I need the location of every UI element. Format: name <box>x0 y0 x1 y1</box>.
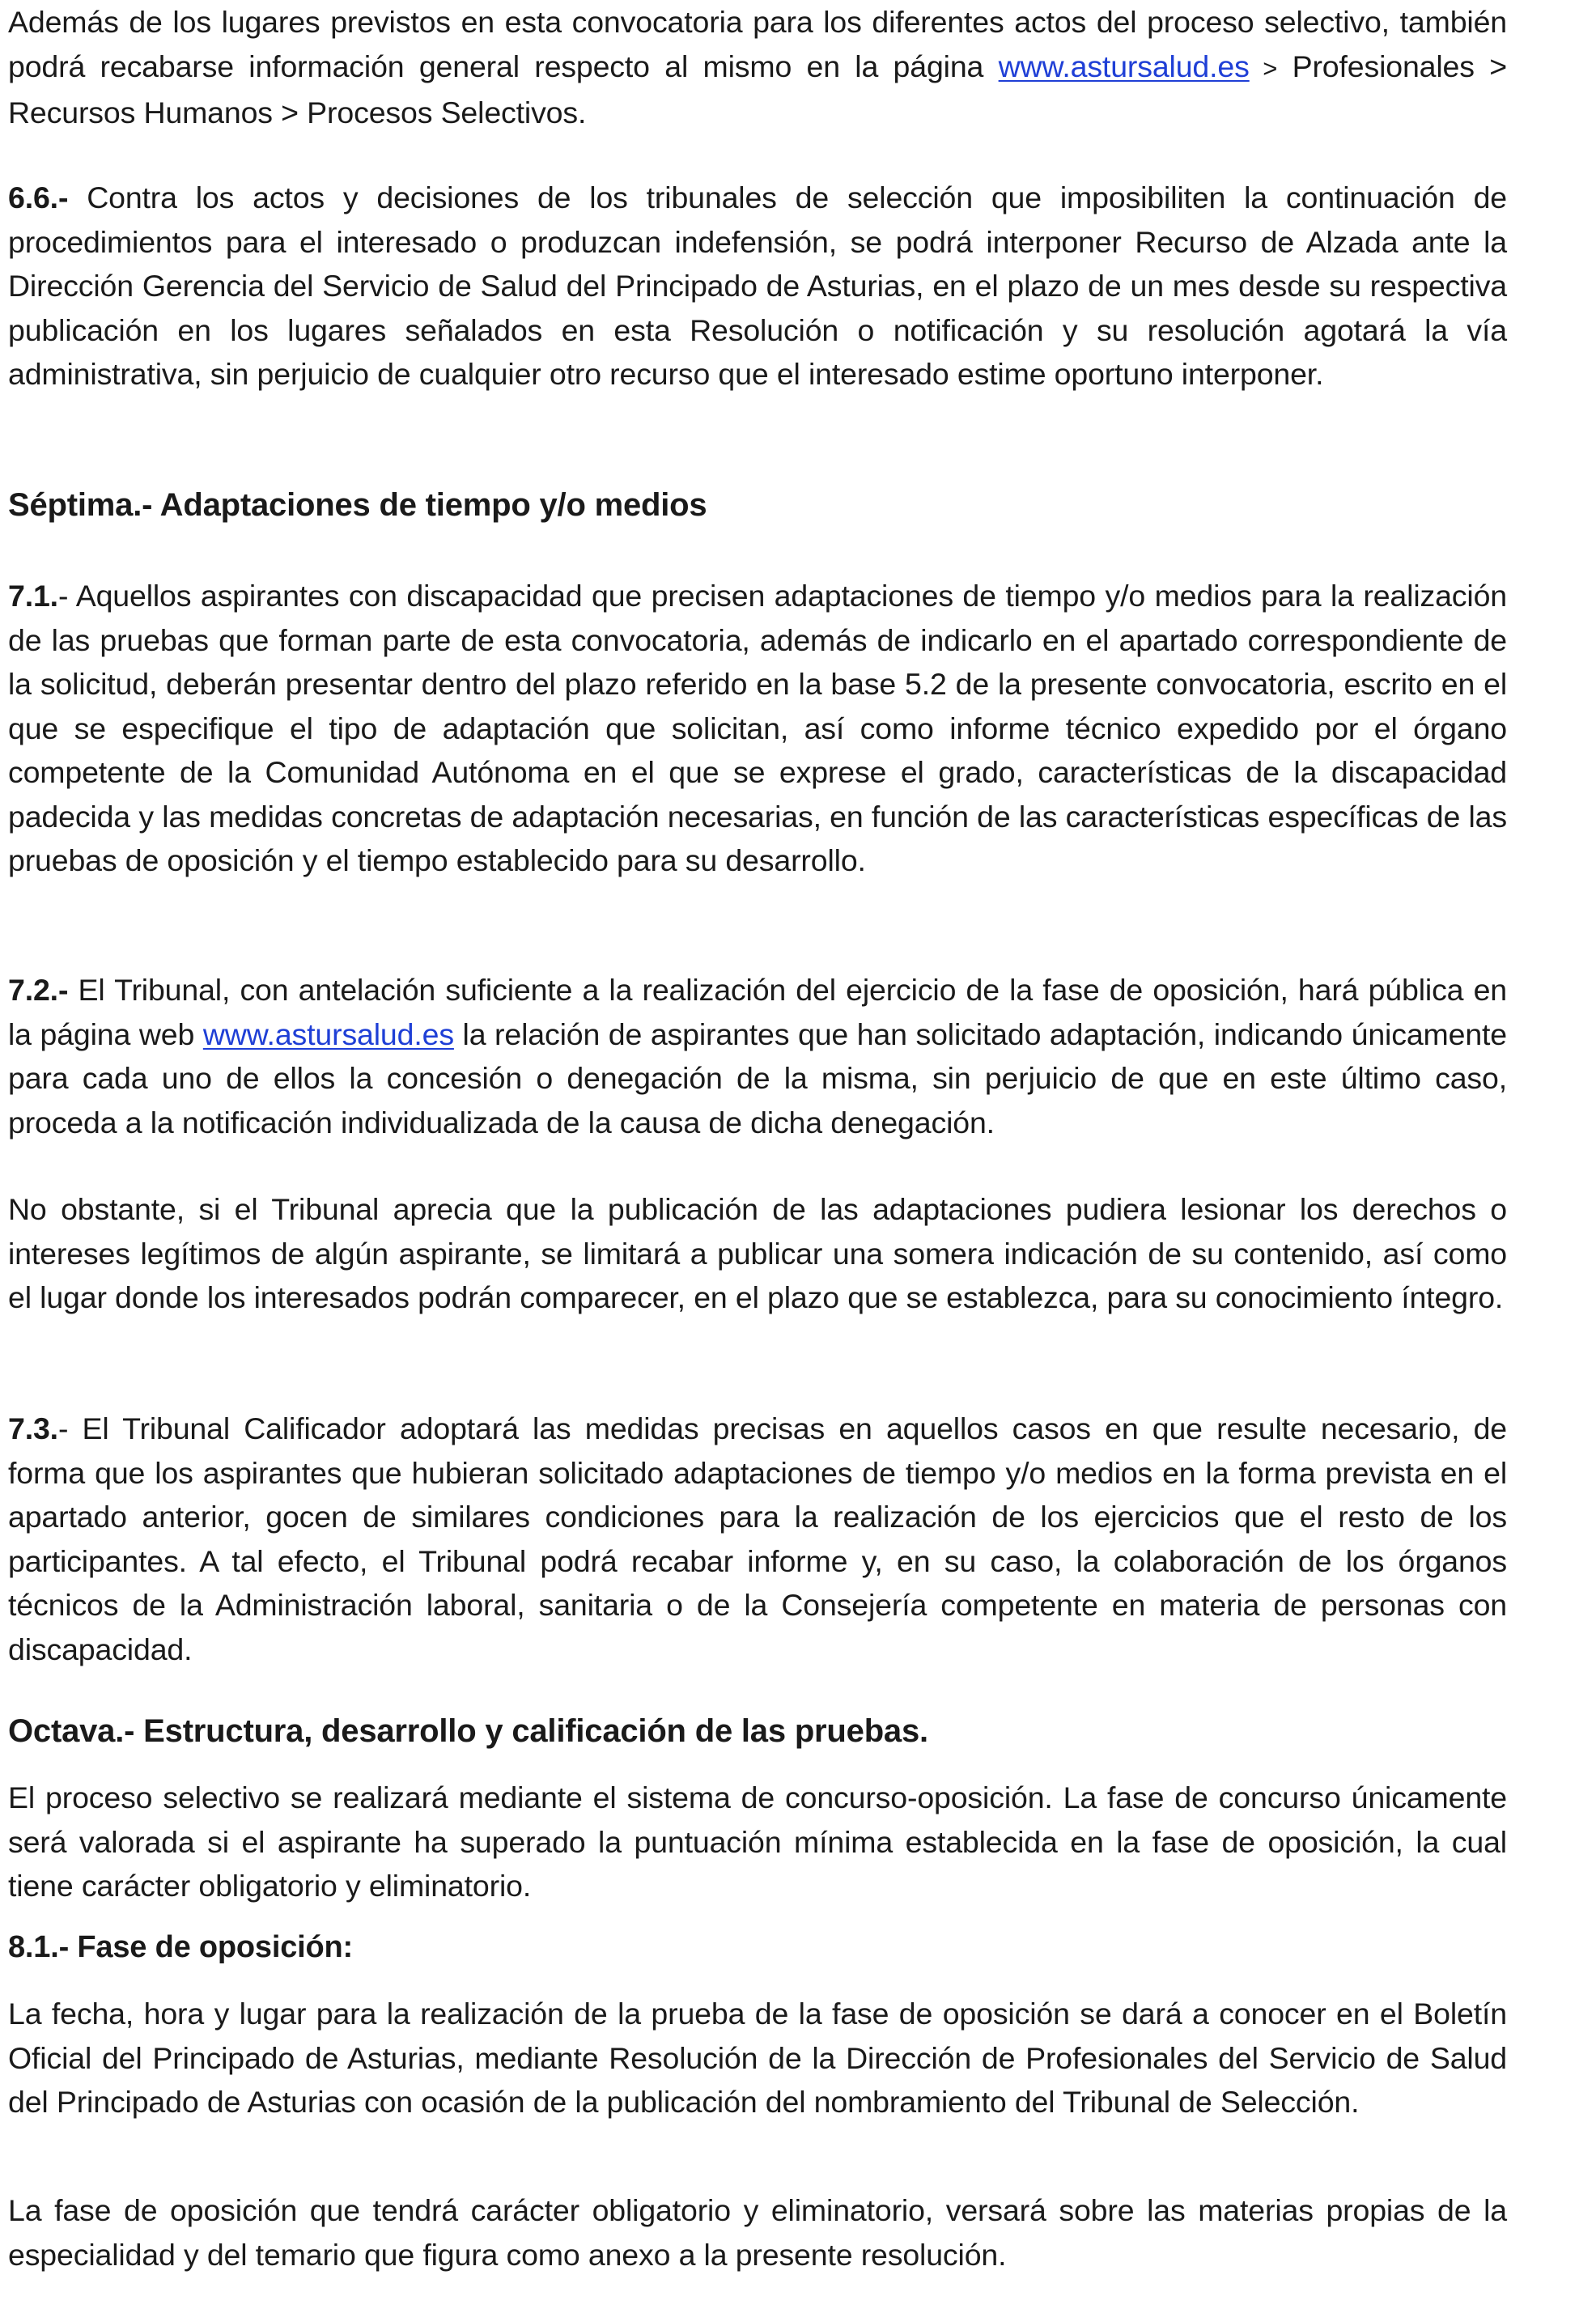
section-heading-septima: Séptima.- Adaptaciones de tiempo y/o medios <box>8 487 707 523</box>
clause-number: 7.1. <box>8 579 58 613</box>
paragraph-text: Contra los actos y decisiones de los tribunales de selección que imposibiliten la continuación de procedimientos para el interesado o produzcan indefensión, se podrá interponer Recurso de Alzada ante la Dirección Gerencia del Servicio de Salud del Principado de Asturias, en el plazo de un mes desde su respectiva publicación en los lugares señalados en esta Resolución o notificación y su resolución agotará la vía administrativa, sin perjuicio de cualquier otro recurso que el interesado estime oportuno interponer. <box>8 180 1507 391</box>
astursalud-link[interactable]: www.astursalud.es <box>202 1016 454 1051</box>
paragraph-text: la relación de aspirantes que han solicitado adaptación, indicando únicamente para cada uno de ellos la concesión o denegación de la misma, sin perjuicio de que en este último caso, proceda a la notificación individualizada de la causa de dicha denegación. <box>8 1016 1508 1140</box>
clause-number: 7.3. <box>8 1411 58 1445</box>
paragraph-text: - Aquellos aspirantes con discapacidad que precisen adaptaciones de tiempo y/o medios para la realización de las pruebas que forman parte de esta convocatoria, además de indicarlo en el apartado correspondiente de la solicitud, deberán presentar dentro del plazo referido en la base 5.2 de la presente convocatoria, escrito en el que se especifique el tipo de adaptación que solicitan, así como informe técnico expedido por el órgano competente de la Comunidad Autónoma en el que se exprese el grado, características de la discapacidad padecida y las medidas concretas de adaptación necesarias, en función de las características específicas de las pruebas de oposición y el tiempo establecido para su desarrollo. <box>8 579 1507 877</box>
paragraph-text: - El Tribunal Calificador adoptará las medidas precisas en aquellos casos en que resulte necesario, de forma que los aspirantes que hubieran solicitado adaptaciones de tiempo y/o medios en la forma prevista en el apartado anterior, gocen de similares condiciones para la realización de los ejercicios que el resto de los participantes. A tal efecto, el Tribunal podrá recabar informe y, en su caso, la colaboración de los órganos técnicos de la Administración laboral, sanitaria o de la Consejería competente en materia de personas con discapacidad. <box>8 1411 1507 1666</box>
paragraph-7-2 <box>8 968 1507 1144</box>
paragraph-octava-intro: El proceso selectivo se realizará mediante el sistema de concurso-oposición. La fase de concurso únicamente será valorada si el aspirante ha superado la puntuación mínima establecida en la fase de oposición, la cual tiene carácter obligatorio y eliminatorio. <box>8 1780 1507 1903</box>
paragraph-text: Además de los lugares previstos en esta convocatoria para los diferentes actos del proceso selectivo, también podrá recabarse información general respecto al mismo en la página <box>8 5 1507 83</box>
astursalud-link[interactable]: www.astursalud.es <box>998 49 1250 83</box>
paragraph-7-1 <box>8 574 1507 883</box>
clause-number: 6.6.- <box>8 180 69 214</box>
breadcrumb-separator: > <box>1249 53 1278 83</box>
paragraph-8-1-date: La fecha, hora y lugar para la realización de la prueba de la fase de oposición se dará a conocer en el Boletín Oficial del Principado de Asturias, mediante Resolución de la Dirección de Profesionales del Servicio de Salud del Principado de Asturias con ocasión de la publicación del nombramiento del Tribunal de Selección. <box>8 1997 1507 2119</box>
subsection-heading-8-1: 8.1.- Fase de oposición: <box>8 1930 353 1964</box>
paragraph-general-info <box>8 0 1507 135</box>
paragraph-7-2-continued: No obstante, si el Tribunal aprecia que la publicación de las adaptaciones pudiera lesionar los derechos o intereses legítimos de algún aspirante, se limitará a publicar una somera indicación de su contenido, así como el lugar donde los interesados podrán comparecer, en el plazo que se establezca, para su conocimiento íntegro. <box>8 1192 1507 1314</box>
paragraph-text: Profesionales > Recursos Humanos > Procesos Selectivos. <box>8 49 1507 129</box>
paragraph-6-6 <box>8 176 1507 397</box>
document-page <box>8 0 1507 2313</box>
section-heading-octava: Octava.- Estructura, desarrollo y calificación de las pruebas. <box>8 1713 928 1749</box>
paragraph-text: El Tribunal, con antelación suficiente a la realización del ejercicio de la fase de oposición, hará pública en la página web <box>8 973 1507 1051</box>
paragraph-8-1-subject: La fase de oposición que tendrá carácter obligatorio y eliminatorio, versará sobre las materias propias de la especialidad y del temario que figura como anexo a la presente resolución. <box>8 2193 1507 2272</box>
paragraph-7-3 <box>8 1407 1507 1671</box>
clause-number: 7.2.- <box>8 973 69 1007</box>
